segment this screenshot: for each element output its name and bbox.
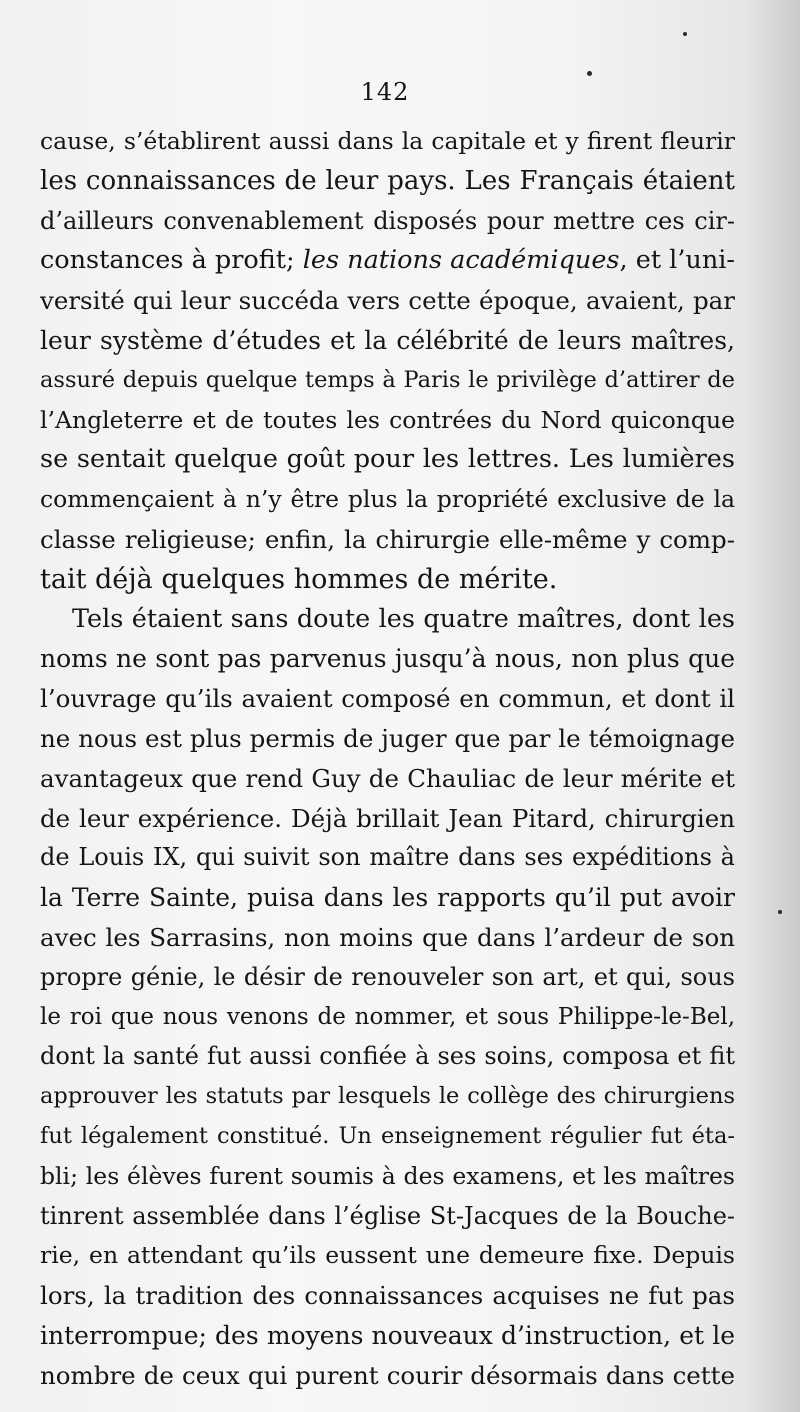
- text-line: tinrent assemblée dans l’église St-Jacques de la Bouche-: [40, 1201, 735, 1230]
- page-number: 142: [360, 78, 410, 106]
- ink-speck: [587, 71, 592, 76]
- ink-speck: [683, 32, 687, 36]
- text-line: bli; les élèves furent soumis à des examens, et les maîtres: [40, 1161, 735, 1190]
- text-line: nombre de ceux qui purent courir désormais dans cette: [40, 1360, 735, 1390]
- paragraph-first-line: Tels étaient sans doute les quatre maîtres, dont les: [72, 603, 735, 634]
- text-line: assuré depuis quelque temps à Paris le privilège d’attirer de: [40, 366, 735, 393]
- text-line: classe religieuse; enfin, la chirurgie elle-même y comp-: [40, 524, 735, 554]
- text-line: leur système d’études et la célébrité de leurs maîtres,: [40, 325, 735, 355]
- text-line: cause, s’établirent aussi dans la capitale et y firent fleurir: [40, 127, 735, 155]
- text-line: ne nous est plus permis de juger que par le témoignage: [40, 723, 735, 753]
- text-line: approuver les statuts par lesquels le collège des chirurgiens: [40, 1083, 735, 1110]
- paragraph-last-line: tait déjà quelques hommes de mérite.: [40, 563, 558, 595]
- text-line: d’ailleurs convenablement disposés pour mettre ces cir-: [40, 206, 735, 235]
- text-line: de leur expérience. Déjà brillait Jean Pitard, chirurgien: [40, 803, 735, 833]
- text-line: avantageux que rend Guy de Chauliac de leur mérite et: [40, 763, 735, 793]
- text-segment: constances à profit;: [40, 245, 303, 276]
- text-line: l’ouvrage qu’ils avaient composé en commun, et dont il: [40, 684, 735, 714]
- text-segment: , et l’uni-: [619, 245, 736, 276]
- text-line: commençaient à n’y être plus la propriété exclusive de la: [40, 485, 735, 514]
- ink-speck: [778, 910, 782, 914]
- text-line: propre génie, le désir de renouveler son art, et qui, sous: [40, 962, 735, 991]
- text-line: rie, en attendant qu’ils eussent une demeure fixe. Depuis: [40, 1241, 735, 1270]
- text-line: les connaissances de leur pays. Les Français étaient: [40, 165, 735, 196]
- text-line: lors, la tradition des connaissances acquises ne fut pas: [40, 1281, 735, 1311]
- text-line: avec les Sarrasins, non moins que dans l’ardeur de son: [40, 922, 735, 952]
- text-line: noms ne sont pas parvenus jusqu’à nous, non plus que: [40, 644, 735, 674]
- text-line: la Terre Sainte, puisa dans les rapports qu’il put avoir: [40, 883, 735, 913]
- text-line-with-italic: [40, 241, 735, 281]
- text-line: le roi que nous venons de nommer, et sous Philippe-le-Bel,: [40, 1003, 735, 1030]
- text-line: interrompue; des moyens nouveaux d’instruction, et le: [40, 1320, 735, 1350]
- text-line: se sentait quelque goût pour les lettres. Les lumières: [40, 444, 735, 475]
- text-line: dont la santé fut aussi confiée à ses soins, composa et fit: [40, 1042, 735, 1071]
- text-line: versité qui leur succéda vers cette époque, avaient, par: [40, 286, 735, 316]
- italic-phrase: les nations académiques: [302, 245, 620, 276]
- text-line: fut légalement constitué. Un enseignement régulier fut éta-: [40, 1122, 735, 1149]
- text-line: l’Angleterre et de toutes les contrées du Nord quiconque: [40, 405, 735, 434]
- text-line: de Louis IX, qui suivit son maître dans ses expéditions à: [40, 843, 735, 872]
- body-text: [40, 122, 735, 1396]
